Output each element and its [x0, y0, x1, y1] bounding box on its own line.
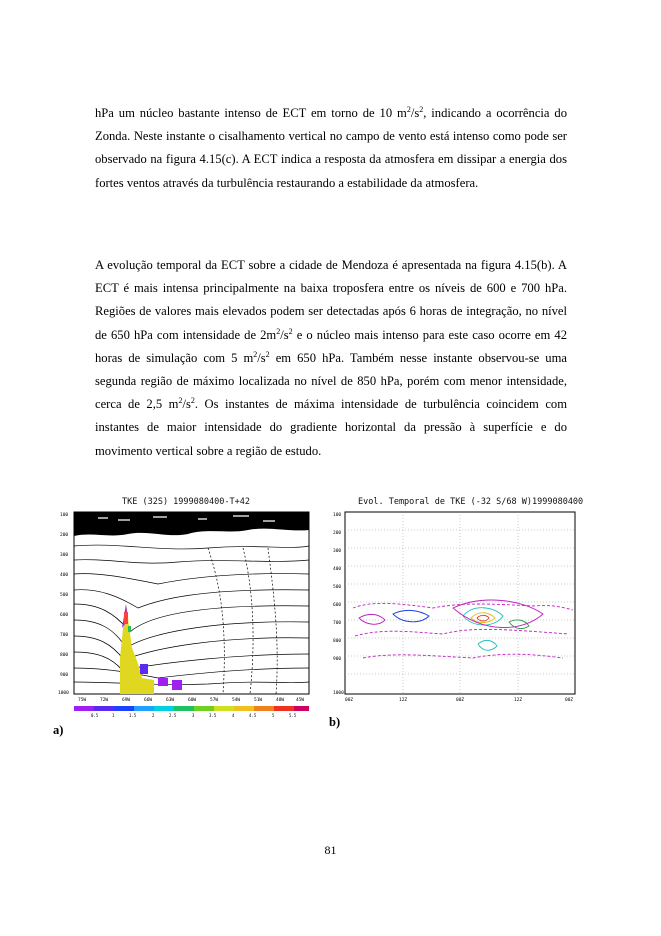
svg-text:5.5: 5.5 — [289, 713, 297, 718]
superscript: 2 — [265, 349, 270, 359]
figure-b-title: Evol. Temporal de TKE (-32 S/68 W)1999080400 — [358, 497, 584, 507]
superscript: 2 — [276, 326, 281, 336]
svg-text:00Z: 00Z — [565, 698, 574, 703]
svg-text:400: 400 — [60, 573, 69, 578]
svg-text:2: 2 — [152, 713, 155, 718]
svg-text:51W: 51W — [254, 698, 263, 703]
svg-text:900: 900 — [333, 657, 342, 662]
text-run: hPa um núcleo bastante intenso de ECT em torno de 10 m — [95, 106, 407, 120]
svg-text:69W: 69W — [122, 698, 131, 703]
svg-text:00Z: 00Z — [456, 698, 465, 703]
svg-text:45W: 45W — [296, 698, 305, 703]
svg-text:600: 600 — [60, 613, 69, 618]
text-run: A evolução temporal da ECT sobre a cidade de Mendoza é apresentada na figura 4.15(b). A ECT é mais intensa principalmente na baixa troposfera entre os níveis de 600 e 700 hPa. Regiões de valores mais elevados podem ser detectadas após 6 horas de integração, no nível de 650 hPa com intensidade de 2m — [95, 258, 567, 342]
svg-text:100: 100 — [60, 513, 69, 518]
superscript: 2 — [288, 326, 293, 336]
superscript: 2 — [406, 104, 411, 114]
svg-text:4.5: 4.5 — [249, 713, 257, 718]
svg-text:54W: 54W — [232, 698, 241, 703]
superscript: 2 — [178, 396, 183, 406]
svg-text:00Z: 00Z — [345, 698, 354, 703]
svg-text:100: 100 — [333, 513, 342, 518]
svg-text:1: 1 — [112, 713, 115, 718]
svg-text:63W: 63W — [166, 698, 175, 703]
svg-text:900: 900 — [60, 673, 69, 678]
svg-text:600: 600 — [333, 603, 342, 608]
svg-text:60W: 60W — [188, 698, 197, 703]
svg-text:12Z: 12Z — [399, 698, 408, 703]
svg-text:200: 200 — [333, 531, 342, 536]
svg-text:1.5: 1.5 — [129, 713, 137, 718]
svg-text:700: 700 — [60, 633, 69, 638]
svg-text:48W: 48W — [276, 698, 285, 703]
text-run: /s — [182, 397, 191, 412]
svg-text:57W: 57W — [210, 698, 219, 703]
svg-text:400: 400 — [333, 567, 342, 572]
svg-text:200: 200 — [60, 533, 69, 538]
figure-b-time-height — [333, 508, 579, 712]
figure-a-label: a) — [53, 723, 64, 737]
figure-a-title: TKE (32S) 1999080400-T+42 — [122, 497, 250, 507]
svg-text:800: 800 — [60, 653, 69, 658]
svg-text:300: 300 — [333, 549, 342, 554]
svg-text:4: 4 — [232, 713, 235, 718]
svg-text:3.5: 3.5 — [209, 713, 217, 718]
svg-text:5: 5 — [272, 713, 275, 718]
text-run: . Os instantes de máxima intensidade de turbulência coincidem com instantes de maior intensidade do gradiente horizontal da pressão à superfície e do movimento vertical sobre a região de estudo. — [95, 397, 567, 458]
text-run: /s — [410, 106, 420, 120]
svg-text:0.5: 0.5 — [91, 713, 99, 718]
svg-text:500: 500 — [60, 593, 69, 598]
figure-b-label: b) — [329, 715, 341, 729]
text-run: /s — [280, 327, 289, 342]
svg-text:12Z: 12Z — [514, 698, 523, 703]
svg-text:300: 300 — [60, 553, 69, 558]
figure-a-cross-section — [58, 508, 313, 726]
text-run: em 650 hPa. Também nesse instante observou-se uma segunda região de máximo localizada no nível de 850 hPa, porém com menor intensidade, cerca de 2,5 m — [95, 350, 567, 412]
svg-text:800: 800 — [333, 639, 342, 644]
paragraph-2 — [95, 254, 567, 463]
superscript: 2 — [253, 349, 258, 359]
paragraph-1 — [95, 102, 567, 195]
text-run: /s — [257, 350, 266, 365]
text-run: e o núcleo mais intenso para este caso ocorre em 42 horas de simulação com 5 m — [95, 327, 567, 365]
svg-text:72W: 72W — [100, 698, 109, 703]
svg-text:1000: 1000 — [333, 691, 344, 696]
svg-text:75W: 75W — [78, 698, 87, 703]
superscript: 2 — [190, 396, 195, 406]
svg-text:3: 3 — [192, 713, 195, 718]
text-run: , indicando a ocorrência do Zonda. Neste instante o cisalhamento vertical no campo de vento está intenso como pode ser observado na figura 4.15(c). A ECT indica a resposta da atmosfera em dissipar a energia dos fortes ventos através da turbulência restaurando a estabilidade da atmosfera. — [95, 106, 567, 190]
superscript: 2 — [419, 104, 424, 114]
page-number: 81 — [324, 843, 337, 857]
svg-text:66W: 66W — [144, 698, 153, 703]
svg-text:1000: 1000 — [58, 691, 69, 696]
svg-text:500: 500 — [333, 585, 342, 590]
svg-text:2.5: 2.5 — [169, 713, 177, 718]
svg-text:700: 700 — [333, 621, 342, 626]
